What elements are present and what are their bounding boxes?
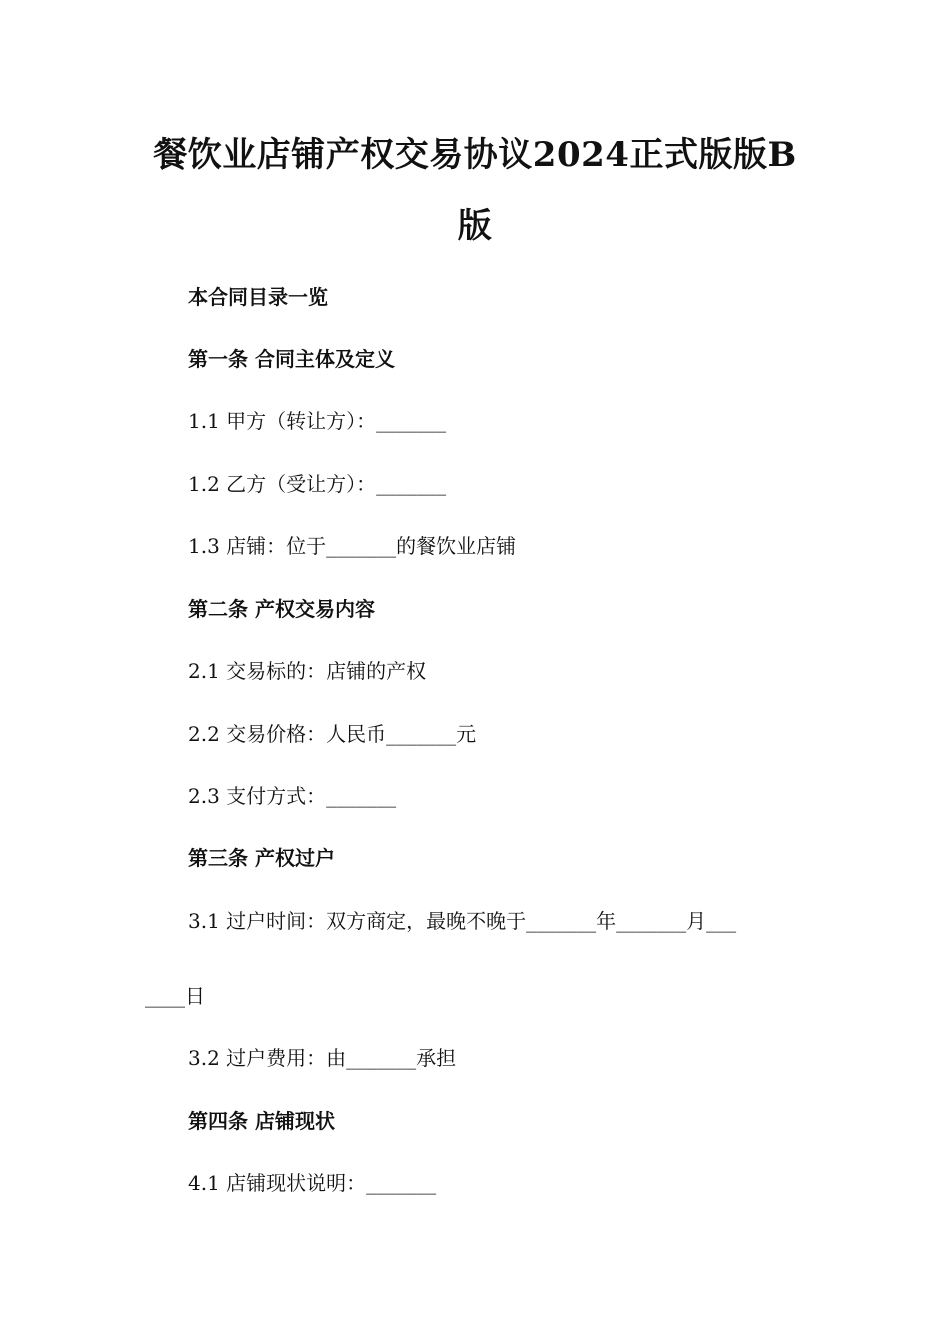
article-2-heading: 第二条 产权交易内容 [188, 597, 375, 621]
clause-4-1: 4.1 店铺现状说明：_______ [188, 1171, 437, 1195]
clause-1-3: 1.3 店铺：位于_______的餐饮业店铺 [188, 534, 517, 558]
article-3-heading: 第三条 产权过户 [188, 846, 335, 870]
document-title-line-1: 餐饮业店铺产权交易协议2024正式版版B [153, 135, 797, 175]
article-4-heading: 第四条 店铺现状 [188, 1109, 335, 1133]
clause-1-2: 1.2 乙方（受让方）：_______ [188, 472, 447, 496]
clause-3-1-continuation: ____日 [145, 984, 205, 1008]
article-1-heading: 第一条 合同主体及定义 [188, 347, 395, 371]
clause-3-1: 3.1 过户时间：双方商定，最晚不晚于_______年_______月___ [188, 909, 737, 933]
clause-1-1: 1.1 甲方（转让方）：_______ [188, 409, 447, 433]
clause-3-2: 3.2 过户费用：由_______承担 [188, 1046, 457, 1070]
document-title-line-2: 版 [457, 206, 493, 246]
clause-2-2: 2.2 交易价格：人民币_______元 [188, 722, 477, 746]
clause-2-1: 2.1 交易标的：店铺的产权 [188, 659, 427, 683]
clause-2-3: 2.3 支付方式：_______ [188, 784, 397, 808]
toc-heading: 本合同目录一览 [188, 285, 328, 309]
